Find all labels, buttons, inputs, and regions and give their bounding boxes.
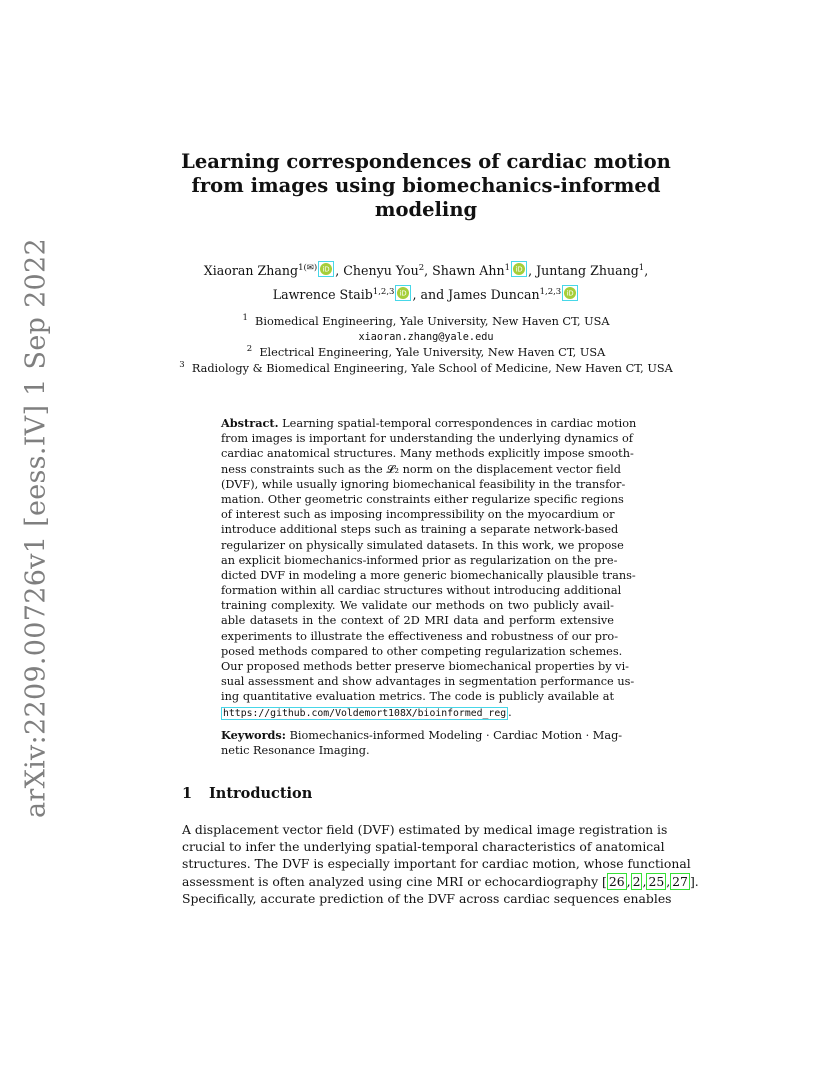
abstract-line: Our proposed methods better preserve biomechanical properties by vi- bbox=[221, 660, 629, 673]
orcid-icon[interactable] bbox=[562, 285, 578, 301]
abstract-line: ing quantitative evaluation metrics. The code is publicly available at bbox=[221, 690, 614, 704]
body-line: assessment is often analyzed using cine MRI or echocardiography [ 26 , 2 , 25 , 27 ]. bbox=[182, 873, 699, 889]
abstract-line: an explicit biomechanics-informed prior as regularization on the pre- bbox=[221, 553, 618, 567]
section-title: Introduction bbox=[209, 785, 313, 802]
citation-link[interactable]: 2 bbox=[632, 873, 641, 889]
body-text: assessment is often analyzed using cine MRI or echocardiography bbox=[182, 873, 599, 889]
citation-link[interactable]: 26 bbox=[608, 873, 625, 889]
body-line: A displacement vector field (DVF) estimated by medical image registration is bbox=[182, 822, 668, 837]
author-affil-mark: 1,2,3 bbox=[539, 287, 562, 297]
keywords bbox=[221, 728, 623, 758]
abstract-line: mation. Other geometric constraints either regularize specific regions bbox=[221, 492, 624, 506]
keywords-text: Biomechanics-informed Modeling · Cardiac Motion · Mag- bbox=[289, 729, 623, 742]
author-affil-mark: 1,2,3 bbox=[372, 287, 395, 297]
abstract-line: (DVF), while usually ignoring biomechanical feasibility in the transfor- bbox=[221, 477, 626, 491]
abstract-line: able datasets in the context of 2D MRI data and perform extensive bbox=[221, 614, 614, 628]
author-affil-mark: 1(✉) bbox=[298, 263, 318, 273]
author-and: , and bbox=[412, 287, 445, 302]
author-separator: , bbox=[335, 263, 340, 278]
author-list bbox=[150, 259, 702, 307]
affiliation-number: 1 bbox=[242, 313, 248, 323]
abstract-line: ness constraints such as the 𝓛₂ norm on the displacement vector field bbox=[221, 462, 622, 476]
abstract-text: . bbox=[508, 705, 512, 719]
author-line-2 bbox=[150, 283, 702, 307]
orcid-icon[interactable] bbox=[511, 261, 527, 277]
affiliation-1 bbox=[150, 314, 702, 330]
citation-link[interactable]: 25 bbox=[648, 873, 665, 889]
title-line-1: Learning correspondences of cardiac motion bbox=[181, 150, 671, 173]
author-affil-mark: 1 bbox=[504, 263, 511, 273]
arxiv-identifier: arXiv:2209.00726v1 [eess.IV] 1 Sep 2022 bbox=[20, 238, 52, 818]
svg-text:iD: iD bbox=[566, 289, 574, 298]
orcid-icon[interactable] bbox=[318, 261, 334, 277]
abstract-line: formation within all cardiac structures without introducing additional bbox=[221, 584, 622, 598]
author-name: Lawrence Staib bbox=[272, 287, 373, 302]
keywords-label: Keywords: bbox=[221, 728, 286, 742]
body-text: . bbox=[694, 873, 699, 889]
author-email[interactable]: xiaoran.zhang@yale.edu bbox=[358, 331, 494, 343]
author-name: James Duncan bbox=[448, 287, 540, 302]
keywords-line bbox=[221, 728, 623, 743]
abstract-line: from images is important for understanding the underlying dynamics of bbox=[221, 432, 633, 446]
title-line-2: from images using biomechanics-informed bbox=[191, 174, 661, 197]
author-separator: , bbox=[424, 263, 429, 278]
affiliation-number: 3 bbox=[179, 359, 185, 370]
abstract-line: sual assessment and show advantages in segmentation performance us- bbox=[221, 675, 635, 689]
author-name: Shawn Ahn bbox=[432, 263, 505, 278]
author-affil-mark: 1 bbox=[638, 263, 645, 273]
affiliations bbox=[150, 314, 702, 376]
affiliation-text: Radiology & Biomedical Engineering, Yale School of Medicine, New Haven CT, USA bbox=[191, 361, 673, 375]
abstract-line: training complexity. We validate our methods on two publicly avail- bbox=[221, 599, 614, 613]
code-repository-link[interactable]: https://github.com/Voldemort108X/bioinformed_reg bbox=[223, 707, 507, 719]
abstract-line: introduce additional steps such as training a separate network-based bbox=[221, 523, 619, 537]
abstract-line: experiments to illustrate the effectiveness and robustness of our pro- bbox=[221, 629, 619, 643]
svg-text:iD: iD bbox=[515, 265, 523, 274]
affiliation-3 bbox=[150, 361, 702, 377]
author-separator: , bbox=[528, 263, 533, 278]
abstract-line: of interest such as imposing incompressibility on the myocardium or bbox=[221, 508, 615, 522]
abstract-text: Learning spatial-temporal correspondences in cardiac motion bbox=[282, 417, 637, 430]
body-line: crucial to infer the underlying spatial-temporal characteristics of anatomical bbox=[182, 839, 665, 855]
body-line: structures. The DVF is especially important for cardiac motion, whose functional bbox=[182, 856, 691, 872]
author-name: Juntang Zhuang bbox=[536, 263, 639, 278]
abstract-line: cardiac anatomical structures. Many methods explicitly impose smooth- bbox=[221, 447, 634, 461]
abstract-line: dicted DVF in modeling a more generic biomechanically plausible trans- bbox=[221, 568, 636, 582]
svg-text:iD: iD bbox=[399, 289, 408, 298]
title-line-3: modeling bbox=[374, 198, 478, 221]
introduction-body bbox=[182, 821, 699, 907]
body-line: Specifically, accurate prediction of the DVF across cardiac sequences enables bbox=[182, 890, 672, 906]
author-name: Chenyu You bbox=[343, 263, 419, 278]
citation-link[interactable]: 27 bbox=[672, 873, 688, 889]
section-number: 1 bbox=[182, 785, 193, 802]
abstract bbox=[221, 416, 637, 720]
author-affil-mark: 2 bbox=[418, 263, 425, 273]
affiliation-text: Biomedical Engineering, Yale University, New Haven CT, USA bbox=[255, 315, 610, 328]
author-line-1 bbox=[150, 259, 702, 283]
abstract-line bbox=[221, 416, 637, 431]
abstract-line: regularizer on physically simulated datasets. In this work, we propose bbox=[221, 538, 624, 552]
abstract-line bbox=[221, 705, 614, 720]
paper-title bbox=[160, 150, 692, 222]
orcid-icon[interactable] bbox=[395, 285, 411, 301]
abstract-label: Abstract. bbox=[221, 416, 279, 430]
abstract-line: posed methods compared to other competing regularization schemes. bbox=[221, 644, 623, 658]
affiliation-number: 2 bbox=[246, 344, 253, 354]
svg-text:iD: iD bbox=[322, 265, 330, 274]
author-separator: , bbox=[644, 263, 649, 278]
author-name: Xiaoran Zhang bbox=[203, 263, 299, 278]
section-heading bbox=[182, 785, 312, 802]
affiliation-text: Electrical Engineering, Yale University, New Haven CT, USA bbox=[259, 346, 606, 359]
affiliation-2 bbox=[150, 345, 702, 361]
keywords-line: netic Resonance Imaging. bbox=[221, 744, 370, 758]
